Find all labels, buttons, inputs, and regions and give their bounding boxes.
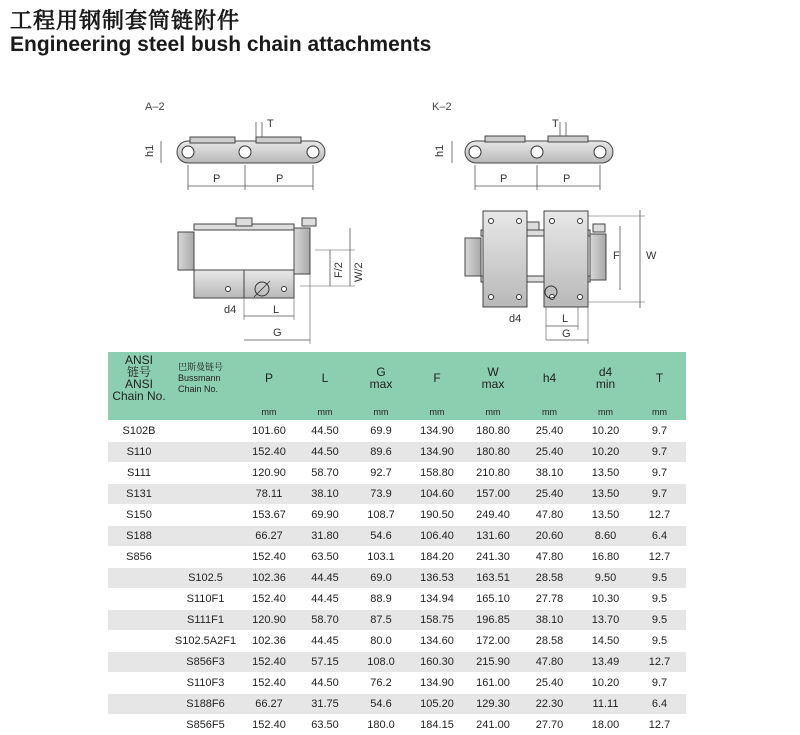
- cell-F: 136.53: [409, 568, 465, 589]
- table-row: [108, 715, 686, 735]
- a2-W2-label: W/2: [353, 262, 365, 282]
- cell-F: 104.60: [409, 484, 465, 505]
- cell-buss: [170, 547, 241, 568]
- cell-d4: 13.49: [578, 652, 633, 673]
- cell-W: 241.00: [465, 715, 521, 735]
- cell-d4: 18.00: [578, 715, 633, 735]
- cell-P: 66.27: [241, 526, 297, 547]
- cell-W: 157.00: [465, 484, 521, 505]
- cell-L: 69.90: [297, 505, 353, 526]
- cell-F: 134.60: [409, 631, 465, 652]
- k2-G-label: G: [562, 328, 571, 340]
- table-row: [108, 505, 686, 526]
- cell-G: 76.2: [353, 673, 409, 694]
- spec-table: [108, 352, 686, 735]
- cell-W: 172.00: [465, 631, 521, 652]
- cell-L: 58.70: [297, 463, 353, 484]
- cell-ansi: [108, 652, 170, 673]
- k2-P-label-2: P: [563, 173, 570, 185]
- table-row: [108, 673, 686, 694]
- page-title-chinese: 工程用钢制套筒链附件: [10, 4, 240, 35]
- cell-d4: 13.70: [578, 610, 633, 631]
- cell-buss: S856F5: [170, 715, 241, 735]
- cell-P: 152.40: [241, 547, 297, 568]
- cell-d4: 10.20: [578, 442, 633, 463]
- cell-W: 161.00: [465, 673, 521, 694]
- cell-L: 44.45: [297, 631, 353, 652]
- cell-W: 129.30: [465, 694, 521, 715]
- k2-T-label: T: [552, 118, 559, 130]
- cell-ansi: [108, 610, 170, 631]
- col-G-header: G max: [353, 352, 409, 404]
- cell-P: 152.40: [241, 673, 297, 694]
- cell-buss: [170, 421, 241, 442]
- cell-h4: 25.40: [521, 421, 578, 442]
- cell-L: 44.45: [297, 568, 353, 589]
- a2-label: A–2: [145, 101, 165, 113]
- unit-cell: mm: [353, 404, 409, 421]
- cell-P: 153.67: [241, 505, 297, 526]
- cell-d4: 10.30: [578, 589, 633, 610]
- cell-P: 120.90: [241, 463, 297, 484]
- cell-d4: 13.50: [578, 463, 633, 484]
- a2-top-view: [178, 218, 365, 344]
- k2-top-view: [465, 210, 657, 344]
- cell-F: 105.20: [409, 694, 465, 715]
- col-d4-header: d4 min: [578, 352, 633, 404]
- unit-cell: mm: [578, 404, 633, 421]
- cell-d4: 9.50: [578, 568, 633, 589]
- cell-W: 163.51: [465, 568, 521, 589]
- cell-ansi: [108, 568, 170, 589]
- k2-P-label-1: P: [500, 173, 507, 185]
- cell-buss: S110F3: [170, 673, 241, 694]
- cell-T: 9.5: [633, 631, 686, 652]
- table-row: [108, 631, 686, 652]
- cell-W: 215.90: [465, 652, 521, 673]
- cell-ansi: S856: [108, 547, 170, 568]
- cell-G: 180.0: [353, 715, 409, 735]
- cell-W: 210.80: [465, 463, 521, 484]
- cell-L: 57.15: [297, 652, 353, 673]
- cell-L: 63.50: [297, 547, 353, 568]
- cell-ansi: S131: [108, 484, 170, 505]
- col-h4-header: h4: [521, 352, 578, 404]
- cell-h4: 47.80: [521, 505, 578, 526]
- cell-F: 106.40: [409, 526, 465, 547]
- cell-G: 88.9: [353, 589, 409, 610]
- cell-F: 158.80: [409, 463, 465, 484]
- a2-P-label-1: P: [213, 173, 220, 185]
- cell-W: 196.85: [465, 610, 521, 631]
- col-P-header: P: [241, 352, 297, 404]
- cell-h4: 27.70: [521, 715, 578, 735]
- cell-d4: 10.20: [578, 421, 633, 442]
- k2-L-label: L: [562, 313, 568, 325]
- a2-F2-label: F/2: [333, 262, 345, 278]
- cell-F: 184.15: [409, 715, 465, 735]
- a2-T-label: T: [267, 118, 274, 130]
- cell-h4: 25.40: [521, 442, 578, 463]
- cell-h4: 25.40: [521, 484, 578, 505]
- cell-F: 134.90: [409, 421, 465, 442]
- cell-P: 152.40: [241, 652, 297, 673]
- cell-buss: [170, 505, 241, 526]
- table-row: [108, 589, 686, 610]
- cell-h4: 28.58: [521, 631, 578, 652]
- unit-cell: mm: [409, 404, 465, 421]
- cell-W: 241.30: [465, 547, 521, 568]
- a2-d4-label: d4: [224, 304, 236, 316]
- cell-P: 120.90: [241, 610, 297, 631]
- cell-d4: 11.11: [578, 694, 633, 715]
- cell-G: 87.5: [353, 610, 409, 631]
- cell-F: 134.90: [409, 673, 465, 694]
- cell-ansi: [108, 715, 170, 735]
- cell-P: 152.40: [241, 715, 297, 735]
- cell-buss: S110F1: [170, 589, 241, 610]
- a2-G-label: G: [273, 327, 282, 339]
- cell-T: 6.4: [633, 526, 686, 547]
- cell-ansi: [108, 631, 170, 652]
- cell-buss: S111F1: [170, 610, 241, 631]
- cell-h4: 28.58: [521, 568, 578, 589]
- cell-L: 44.45: [297, 589, 353, 610]
- cell-G: 92.7: [353, 463, 409, 484]
- cell-d4: 14.50: [578, 631, 633, 652]
- cell-F: 134.94: [409, 589, 465, 610]
- cell-T: 9.5: [633, 589, 686, 610]
- page-title-english: Engineering steel bush chain attachments: [10, 33, 431, 57]
- cell-h4: 22.30: [521, 694, 578, 715]
- unit-cell: mm: [297, 404, 353, 421]
- cell-G: 69.0: [353, 568, 409, 589]
- cell-L: 31.75: [297, 694, 353, 715]
- cell-d4: 13.50: [578, 484, 633, 505]
- table-row: [108, 694, 686, 715]
- cell-T: 12.7: [633, 715, 686, 735]
- cell-G: 103.1: [353, 547, 409, 568]
- cell-d4: 16.80: [578, 547, 633, 568]
- cell-buss: [170, 526, 241, 547]
- k2-label: K–2: [432, 101, 452, 113]
- cell-G: 80.0: [353, 631, 409, 652]
- cell-ansi: [108, 673, 170, 694]
- cell-P: 101.60: [241, 421, 297, 442]
- cell-h4: 25.40: [521, 673, 578, 694]
- cell-W: 249.40: [465, 505, 521, 526]
- chain-attachment-drawings: [0, 0, 800, 350]
- cell-h4: 47.80: [521, 652, 578, 673]
- cell-T: 12.7: [633, 547, 686, 568]
- cell-F: 190.50: [409, 505, 465, 526]
- cell-T: 6.4: [633, 694, 686, 715]
- cell-d4: 13.50: [578, 505, 633, 526]
- table-row: [108, 484, 686, 505]
- table-row: [108, 568, 686, 589]
- table-row: [108, 463, 686, 484]
- cell-G: 73.9: [353, 484, 409, 505]
- cell-G: 54.6: [353, 694, 409, 715]
- k2-h1-label: h1: [434, 145, 446, 157]
- cell-F: 160.30: [409, 652, 465, 673]
- cell-ansi: S188: [108, 526, 170, 547]
- cell-F: 158.75: [409, 610, 465, 631]
- table-units-row: [108, 404, 686, 421]
- cell-P: 66.27: [241, 694, 297, 715]
- cell-F: 134.90: [409, 442, 465, 463]
- table-row: [108, 652, 686, 673]
- table-row: [108, 610, 686, 631]
- table-row: [108, 526, 686, 547]
- k2-F-label: F: [613, 250, 620, 262]
- cell-buss: S856F3: [170, 652, 241, 673]
- cell-T: 12.7: [633, 652, 686, 673]
- cell-T: 12.7: [633, 505, 686, 526]
- cell-P: 152.40: [241, 442, 297, 463]
- col-W-header: W max: [465, 352, 521, 404]
- cell-T: 9.7: [633, 421, 686, 442]
- a2-side-view: [144, 101, 325, 190]
- cell-ansi: S111: [108, 463, 170, 484]
- unit-cell: mm: [521, 404, 578, 421]
- cell-buss: [170, 463, 241, 484]
- cell-G: 108.0: [353, 652, 409, 673]
- a2-P-label-2: P: [276, 173, 283, 185]
- col-L-header: L: [297, 352, 353, 404]
- cell-h4: 27.78: [521, 589, 578, 610]
- cell-ansi: S102B: [108, 421, 170, 442]
- unit-cell: mm: [633, 404, 686, 421]
- cell-L: 44.50: [297, 442, 353, 463]
- cell-buss: [170, 442, 241, 463]
- cell-G: 69.9: [353, 421, 409, 442]
- cell-W: 180.80: [465, 442, 521, 463]
- table-row: [108, 421, 686, 442]
- cell-buss: S102.5A2F1: [170, 631, 241, 652]
- table-row: [108, 442, 686, 463]
- cell-ansi: S150: [108, 505, 170, 526]
- cell-T: 9.7: [633, 673, 686, 694]
- cell-buss: [170, 484, 241, 505]
- cell-G: 108.7: [353, 505, 409, 526]
- cell-L: 44.50: [297, 673, 353, 694]
- cell-T: 9.5: [633, 610, 686, 631]
- unit-cell: mm: [241, 404, 297, 421]
- a2-L-label: L: [273, 304, 279, 316]
- col-bussmann-header: 巴斯曼链号 Bussmann Chain No.: [170, 352, 241, 404]
- cell-L: 63.50: [297, 715, 353, 735]
- col-ansi-header: ANSI 链号 ANSI Chain No.: [108, 352, 170, 404]
- a2-h1-label: h1: [144, 145, 156, 157]
- cell-P: 102.36: [241, 631, 297, 652]
- col-F-header: F: [409, 352, 465, 404]
- cell-h4: 20.60: [521, 526, 578, 547]
- cell-h4: 38.10: [521, 463, 578, 484]
- cell-L: 31.80: [297, 526, 353, 547]
- cell-L: 38.10: [297, 484, 353, 505]
- cell-W: 180.80: [465, 421, 521, 442]
- cell-F: 184.20: [409, 547, 465, 568]
- cell-L: 44.50: [297, 421, 353, 442]
- cell-W: 131.60: [465, 526, 521, 547]
- cell-ansi: [108, 694, 170, 715]
- cell-P: 102.36: [241, 568, 297, 589]
- cell-d4: 8.60: [578, 526, 633, 547]
- cell-d4: 10.20: [578, 673, 633, 694]
- k2-side-view: [432, 101, 613, 190]
- k2-d4-label: d4: [509, 313, 521, 325]
- cell-P: 78.11: [241, 484, 297, 505]
- unit-cell: mm: [465, 404, 521, 421]
- cell-T: 9.5: [633, 568, 686, 589]
- cell-ansi: S110: [108, 442, 170, 463]
- table-header-row: [108, 352, 686, 404]
- cell-W: 165.10: [465, 589, 521, 610]
- cell-L: 58.70: [297, 610, 353, 631]
- table-body: [108, 421, 686, 735]
- cell-T: 9.7: [633, 463, 686, 484]
- cell-h4: 47.80: [521, 547, 578, 568]
- table-row: [108, 547, 686, 568]
- k2-W-label: W: [646, 250, 657, 262]
- cell-T: 9.7: [633, 442, 686, 463]
- cell-G: 54.6: [353, 526, 409, 547]
- cell-buss: S188F6: [170, 694, 241, 715]
- cell-h4: 38.10: [521, 610, 578, 631]
- col-T-header: T: [633, 352, 686, 404]
- cell-buss: S102.5: [170, 568, 241, 589]
- cell-ansi: [108, 589, 170, 610]
- cell-G: 89.6: [353, 442, 409, 463]
- cell-T: 9.7: [633, 484, 686, 505]
- cell-P: 152.40: [241, 589, 297, 610]
